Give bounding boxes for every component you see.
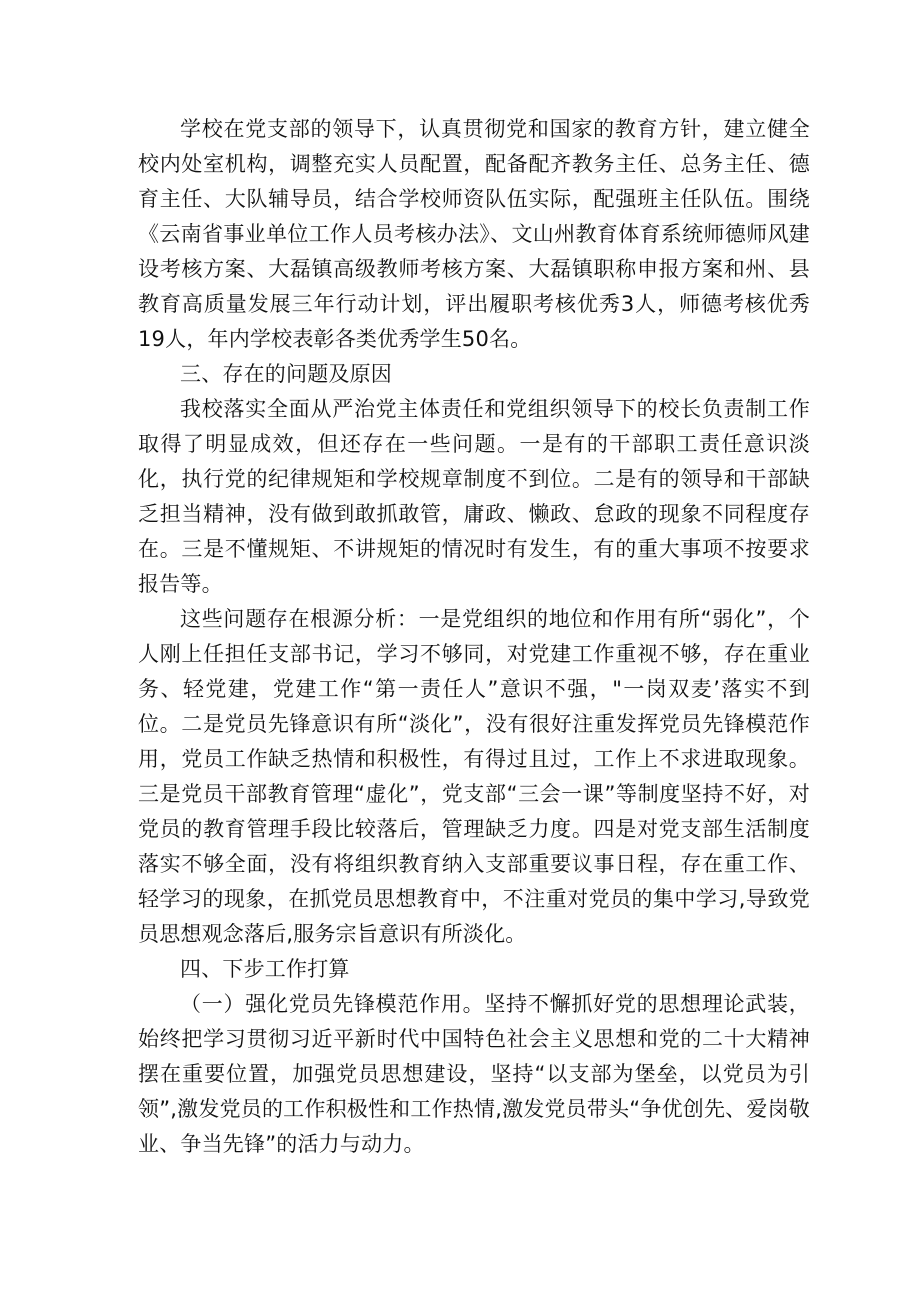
section-heading-problems: 三、存在的问题及原因 (180, 362, 392, 386)
section-heading-next-steps: 四、下步工作打算 (180, 957, 350, 981)
paragraph-problems: 我校落实全面从严治党主体责任和党组织领导下的校长负责制工作取得了明显成效，但还存在一些问题。一是有的干部职工责任意识淡化，执行党的纪律规矩和学校规章制度不到位。二是有的领导和干部缺乏担当精神，没有做到敢抓敢管，庸政、懒政、怠政的现象不同程度存在。三是不懂规矩、不讲规矩的情况时有发生，有的重大事项不按要求报告等。 (138, 397, 810, 596)
paragraph-root-causes: 这些问题存在根源分析：一是党组织的地位和作用有所“弱化”，个人刚上任担任支部书记，学习不够同，对党建工作重视不够，存在重业务、轻党建，党建工作“第一责任人”意识不强，"一岗双麦’落实不到位。二是党员先锋意识有所“淡化”，没有很好注重发挥党员先锋模范作用，党员工作缺乏热情和积极性，有得过且过，工作上不求进取现象。三是党员干部教育管理“虚化”，党支部“三会一课”等制度坚持不好，对党员的教育管理手段比较落后，管理缺乏力度。四是对党支部生活制度落实不够全面，没有将组织教育纳入支部重要议事日程，存在重工作、轻学习的现象，在抓党员思想教育中，不注重对党员的集中学习,导致党员思想观念落后,服务宗旨意识有所淡化。 (138, 607, 810, 946)
paragraph-staffing: 学校在党支部的领导下，认真贯彻党和国家的教育方针，建立健全校内处室机构，调整充实人员配置，配备配齐教务主任、总务主任、德育主任、大队辅导员，结合学校师资队伍实际，配强班主任队伍。围绕《云南省事业单位工作人员考核办法》、文山州教育体育系统师德师风建设考核方案、大磊镇高级教师考核方案、大磊镇职称申报方案和州、县教育高质量发展三年行动计划，评出履职考核优秀3人，师德考核优秀19人，年内学校表彰各类优秀学生50名。 (138, 117, 810, 351)
paragraph-next-steps-1: （一）强化党员先锋模范作用。坚持不懈抓好党的思想理论武装，始终把学习贯彻习近平新时代中国特色社会主义思想和党的二十大精神摆在重要位置，加强党员思想建设，坚持“以支部为堡垒，以党员为引领”,激发党员的工作积极性和工作热情,激发党员带头“争优创先、爱岗敬业、争当先锋”的活力与动力。 (138, 992, 810, 1156)
document-body (138, 112, 810, 1162)
